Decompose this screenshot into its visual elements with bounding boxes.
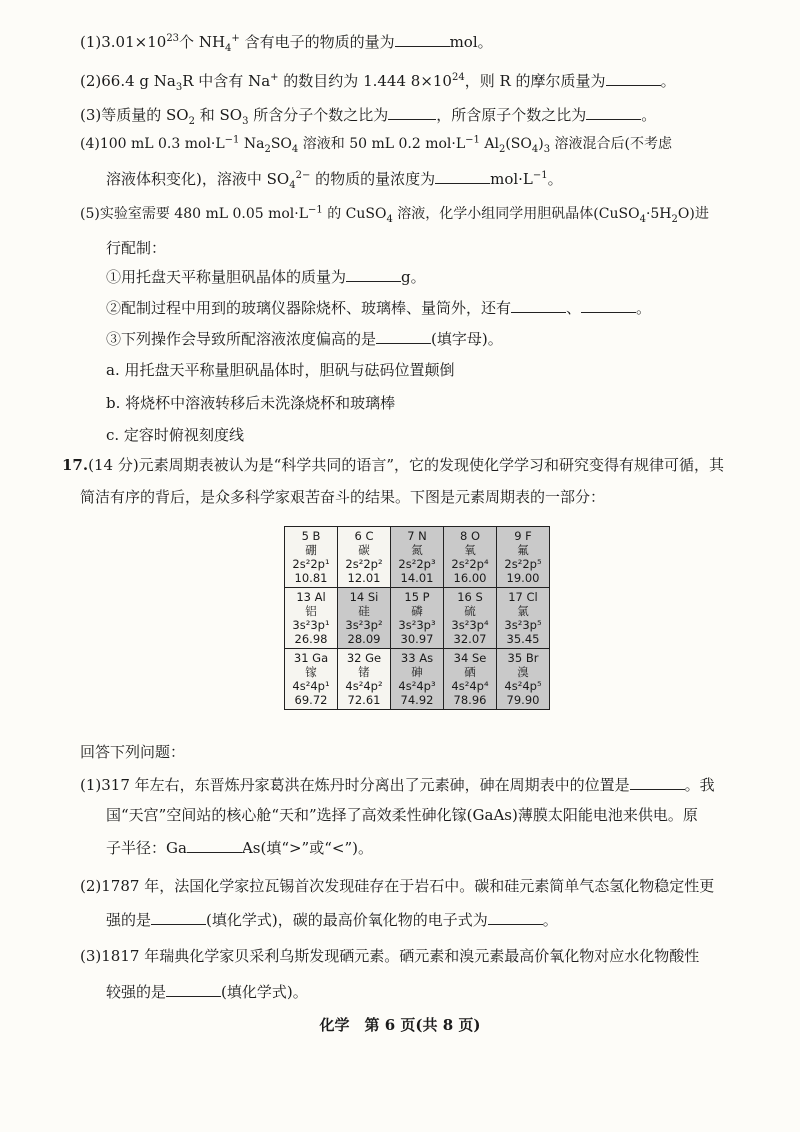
text: mol·L <box>490 170 533 188</box>
answer-blank[interactable] <box>151 908 206 925</box>
text: 溶液混合后(不考虑 <box>550 136 672 152</box>
element-mass: 26.98 <box>294 632 328 646</box>
element-symbol: 17 Cl <box>508 590 538 604</box>
q16-part4-line2 <box>106 167 563 190</box>
text: 的物质的量浓度为 <box>310 170 436 188</box>
text: 。 <box>542 911 558 929</box>
q17-part3-line2 <box>106 980 308 1003</box>
text: 溶液体积变化)，溶液中 SO <box>106 170 290 188</box>
element-name: 磷 <box>411 604 423 618</box>
element-configuration: 2s²2p⁵ <box>504 557 542 571</box>
subscript: 4 <box>289 180 296 191</box>
element-cell <box>444 649 497 710</box>
element-symbol: 5 B <box>301 529 321 543</box>
element-configuration: 3s²3p¹ <box>292 618 330 632</box>
superscript: + <box>231 33 240 44</box>
question-number: 17. <box>62 456 89 474</box>
text: 。 <box>636 299 652 317</box>
superscript: −1 <box>224 134 240 146</box>
text: ，则 R 的摩尔质量为 <box>464 72 606 90</box>
text: (SO <box>505 136 532 152</box>
element-symbol: 14 Si <box>349 590 379 604</box>
element-name: 铝 <box>305 604 317 618</box>
element-cell <box>444 527 497 588</box>
element-mass: 28.09 <box>347 632 381 646</box>
element-symbol: 35 Br <box>507 651 539 665</box>
element-mass: 12.01 <box>347 571 381 585</box>
q17-part1-line3 <box>106 836 373 859</box>
q17-part1-line2: 国“天宫”空间站的核心舱“天和”选择了高效柔性砷化镓(GaAs)薄膜太阳能电池来供电。原 <box>106 806 698 824</box>
q16-part1 <box>80 30 493 53</box>
element-configuration: 2s²2p³ <box>398 557 436 571</box>
superscript: + <box>270 72 279 83</box>
element-name: 硅 <box>358 604 370 618</box>
answer-blank[interactable] <box>166 980 221 997</box>
element-configuration: 2s²2p⁴ <box>451 557 489 571</box>
superscript: −1 <box>308 204 323 216</box>
text: 溶液，化学小组同学用胆矾晶体(CuSO <box>392 206 640 222</box>
element-symbol: 34 Se <box>453 651 487 665</box>
answer-blank[interactable] <box>586 103 641 120</box>
text: 个 NH <box>179 33 226 51</box>
element-mass: 79.90 <box>506 693 540 707</box>
element-configuration: 2s²2p¹ <box>292 557 330 571</box>
answer-prompt: 回答下列问题： <box>80 743 186 761</box>
element-mass: 69.72 <box>294 693 328 707</box>
element-cell <box>497 649 550 710</box>
text: (填字母)。 <box>431 330 503 348</box>
q17-part2-line1: (2)1787 年，法国化学家拉瓦锡首次发现硅存在于岩石中。碳和硅元素简单气态氢化物稳定性更 <box>80 877 715 895</box>
element-configuration: 3s²3p⁴ <box>451 618 489 632</box>
element-cell <box>285 588 338 649</box>
element-name: 砷 <box>411 665 423 679</box>
element-cell <box>338 527 391 588</box>
text: 强的是 <box>106 911 152 929</box>
element-symbol: 6 C <box>354 529 374 543</box>
text: (2)66.4 g Na <box>80 72 176 90</box>
element-name: 氟 <box>517 543 529 557</box>
element-configuration: 4s²4p² <box>345 679 383 693</box>
text: ·5H <box>645 206 672 222</box>
q17-intro-line1 <box>62 454 724 476</box>
element-symbol: 13 Al <box>296 590 326 604</box>
subscript: 4 <box>386 213 393 225</box>
text: 所含分子个数之比为 <box>248 106 389 124</box>
element-cell <box>285 649 338 710</box>
element-name: 镓 <box>305 665 317 679</box>
periodic-table-excerpt <box>284 526 550 710</box>
element-configuration: 3s²3p² <box>345 618 383 632</box>
periodic-table-row <box>285 588 550 649</box>
text: (4)100 mL 0.3 mol·L <box>80 136 225 152</box>
element-configuration: 3s²3p⁵ <box>504 618 542 632</box>
text: 。 <box>547 170 563 188</box>
subscript: 4 <box>531 143 539 155</box>
element-mass: 30.97 <box>400 632 434 646</box>
element-name: 锗 <box>358 665 370 679</box>
subscript: 2 <box>188 116 195 127</box>
text: 。 <box>641 106 657 124</box>
subscript: 3 <box>242 116 249 127</box>
text: 。我 <box>684 776 715 794</box>
superscript: 2− <box>295 170 311 181</box>
element-symbol: 15 P <box>404 590 430 604</box>
element-cell <box>338 588 391 649</box>
text: ②配制过程中用到的玻璃仪器除烧杯、玻璃棒、量筒外，还有 <box>106 299 512 317</box>
element-symbol: 8 O <box>459 529 481 543</box>
periodic-table-row <box>285 649 550 710</box>
text: Na <box>239 136 265 152</box>
text: (填化学式)。 <box>221 983 308 1001</box>
answer-blank[interactable] <box>346 265 401 282</box>
text: (14 分)元素周期表被认为是“科学共同的语言”，它的发现使化学学习和研究变得有规律可循，其 <box>88 456 725 474</box>
periodic-table-row <box>285 527 550 588</box>
text: (填化学式)，碳的最高价氧化物的电子式为 <box>206 911 488 929</box>
text: ③下列操作会导致所配溶液浓度偏高的是 <box>106 330 377 348</box>
q16-sub2 <box>106 296 651 319</box>
answer-blank[interactable] <box>187 836 242 853</box>
element-cell <box>444 588 497 649</box>
subscript: 3 <box>543 143 551 155</box>
element-name: 氯 <box>517 604 529 618</box>
element-configuration: 2s²2p² <box>345 557 383 571</box>
answer-blank[interactable] <box>511 296 566 313</box>
text: ) <box>538 136 544 152</box>
option-c: c. 定容时俯视刻度线 <box>106 426 244 444</box>
superscript: −1 <box>465 134 480 146</box>
text: 子半径：Ga <box>106 839 187 857</box>
q16-part3 <box>80 103 656 126</box>
element-name: 硼 <box>305 543 317 557</box>
q17-part3-line1: (3)1817 年瑞典化学家贝采利乌斯发现硒元素。硒元素和溴元素最高价氧化物对应水化物酸性 <box>80 947 700 965</box>
text: O)进 <box>677 206 709 222</box>
element-name: 氮 <box>411 543 423 557</box>
element-configuration: 4s²4p⁴ <box>451 679 489 693</box>
element-cell <box>391 588 444 649</box>
answer-blank[interactable] <box>388 103 436 120</box>
text: 较强的是 <box>106 983 167 1001</box>
text: As(填“>”或“<”)。 <box>241 839 373 857</box>
page-footer: 化学 第 6 页(共 8 页) <box>319 1016 481 1034</box>
element-name: 溴 <box>517 665 529 679</box>
option-a: a. 用托盘天平称量胆矾晶体时，胆矾与砝码位置颠倒 <box>106 361 455 379</box>
element-symbol: 16 S <box>457 590 483 604</box>
text: (5)实验室需要 480 mL 0.05 mol·L <box>80 206 309 222</box>
subscript: 2 <box>498 143 506 155</box>
subscript: 2 <box>671 213 678 225</box>
q17-part1-line1 <box>80 773 715 796</box>
element-name: 氧 <box>464 543 476 557</box>
element-cell <box>497 588 550 649</box>
option-b: b. 将烧杯中溶液转移后未洗涤烧杯和玻璃棒 <box>106 394 396 412</box>
text: ①用托盘天平称量胆矾晶体的质量为 <box>106 268 347 286</box>
exponent: 24 <box>451 72 465 83</box>
element-symbol: 32 Ge <box>346 651 382 665</box>
answer-blank[interactable] <box>435 167 490 184</box>
q16-part2 <box>80 69 676 92</box>
answer-blank[interactable] <box>581 296 636 313</box>
q16-part5-line2: 行配制： <box>106 239 167 257</box>
subscript: 3 <box>175 82 183 93</box>
element-symbol: 31 Ga <box>293 651 329 665</box>
text: R 中含有 Na <box>182 72 271 90</box>
element-symbol: 9 F <box>514 529 532 543</box>
element-name: 硫 <box>464 604 476 618</box>
superscript: −1 <box>532 170 548 181</box>
text: 含有电子的物质的量为 <box>239 33 395 51</box>
text: (1)3.01×10 <box>80 33 167 51</box>
subscript: 2 <box>264 143 271 155</box>
answer-blank[interactable] <box>376 327 431 344</box>
text: g。 <box>401 268 426 286</box>
text: 。 <box>660 72 676 90</box>
element-mass: 72.61 <box>347 693 381 707</box>
text: 的数目约为 1.444 8×10 <box>278 72 452 90</box>
element-mass: 74.92 <box>400 693 434 707</box>
element-mass: 35.45 <box>506 632 540 646</box>
element-configuration: 4s²4p³ <box>398 679 436 693</box>
exponent: 23 <box>166 33 180 44</box>
text: Al <box>479 136 499 152</box>
text: 的 CuSO <box>322 206 387 222</box>
element-configuration: 3s²3p³ <box>398 618 436 632</box>
q16-part4-line1 <box>80 133 672 155</box>
text: (1)317 年左右，东晋炼丹家葛洪在炼丹时分离出了元素砷，砷在周期表中的位置是 <box>80 776 630 794</box>
text: (3)等质量的 SO <box>80 106 189 124</box>
element-mass: 16.00 <box>453 571 487 585</box>
q16-sub3 <box>106 327 503 350</box>
element-mass: 14.01 <box>400 571 434 585</box>
answer-blank[interactable] <box>606 69 661 86</box>
element-cell <box>285 527 338 588</box>
text: SO <box>270 136 292 152</box>
element-configuration: 4s²4p⁵ <box>504 679 542 693</box>
element-cell <box>391 649 444 710</box>
q16-part5-line1 <box>80 203 709 225</box>
element-mass: 10.81 <box>294 571 328 585</box>
answer-blank[interactable] <box>488 908 543 925</box>
element-symbol: 7 N <box>407 529 427 543</box>
subscript: 4 <box>639 213 646 225</box>
text: ，所含原子个数之比为 <box>436 106 587 124</box>
element-cell <box>391 527 444 588</box>
text: 溶液和 50 mL 0.2 mol·L <box>298 136 466 152</box>
element-mass: 32.07 <box>453 632 487 646</box>
text: mol。 <box>449 33 493 51</box>
element-mass: 19.00 <box>506 571 540 585</box>
text: 和 SO <box>194 106 243 124</box>
element-cell <box>497 527 550 588</box>
element-configuration: 4s²4p¹ <box>292 679 330 693</box>
q17-part2-line2 <box>106 908 558 931</box>
element-symbol: 33 As <box>400 651 434 665</box>
subscript: 4 <box>225 43 232 54</box>
subscript: 4 <box>291 143 299 155</box>
q16-sub1 <box>106 265 426 288</box>
element-cell <box>338 649 391 710</box>
answer-blank[interactable] <box>395 30 450 47</box>
element-mass: 78.96 <box>453 693 487 707</box>
element-name: 碳 <box>358 543 370 557</box>
answer-blank[interactable] <box>630 773 685 790</box>
q17-intro-line2: 简洁有序的背后，是众多科学家艰苦奋斗的结果。下图是元素周期表的一部分： <box>80 488 606 506</box>
element-name: 硒 <box>464 665 476 679</box>
text: 、 <box>566 299 582 317</box>
